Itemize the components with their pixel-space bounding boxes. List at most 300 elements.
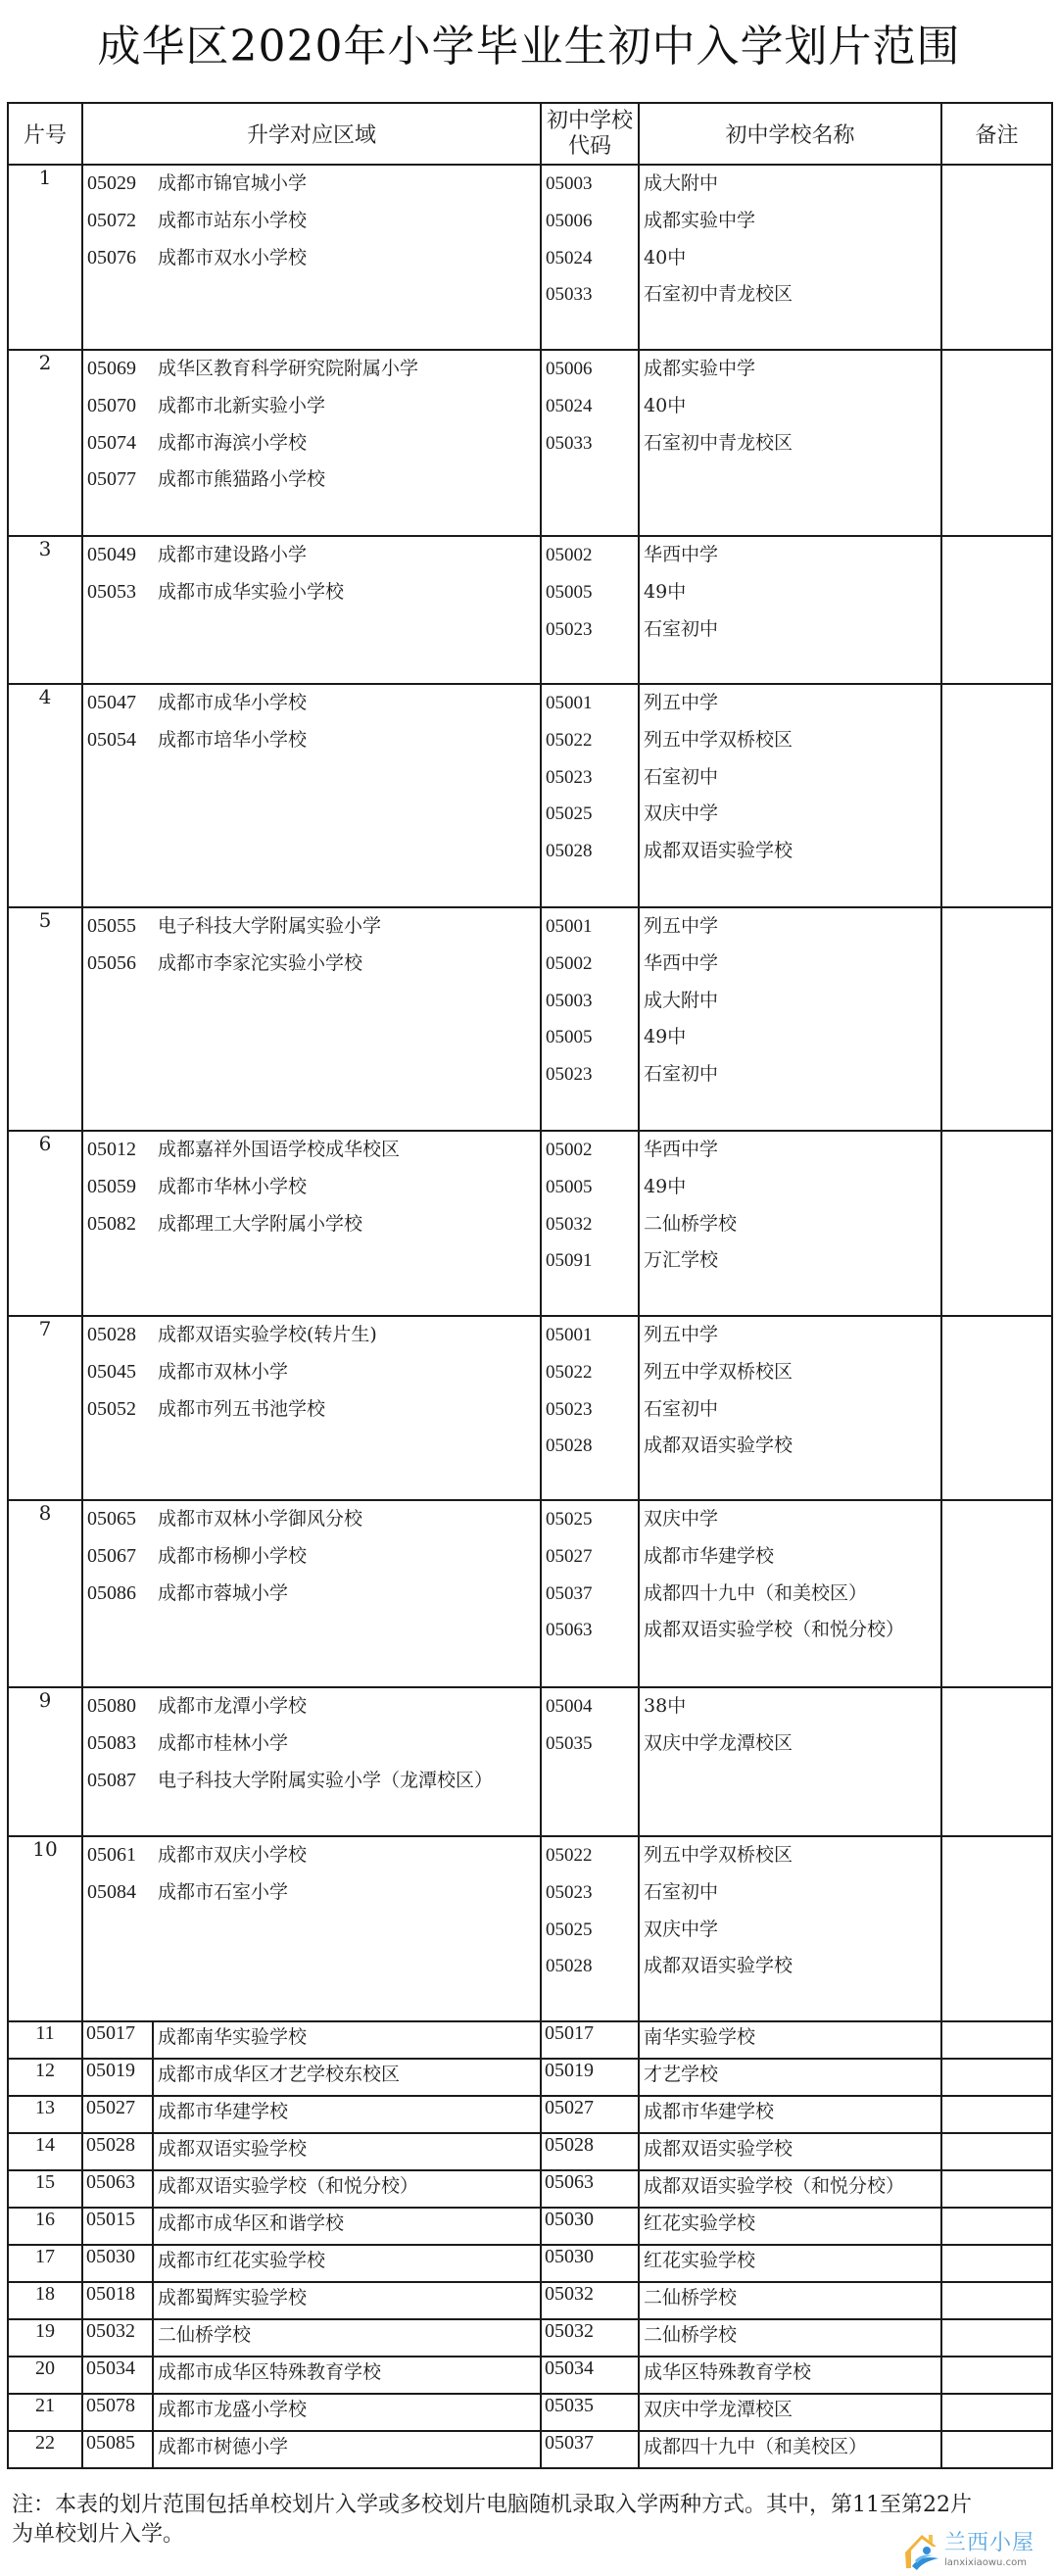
primary-school-name: 成都市熊猫路小学校	[158, 468, 326, 491]
middle-school-name: 石室初中	[644, 1880, 719, 1903]
footnote-line-1: 注：本表的划片范围包括单校划片入学或多校划片电脑随机录取入学两种方式。其中，第11至第22片	[12, 2493, 972, 2517]
piano-number: 12	[8, 2059, 82, 2096]
table-row	[8, 1500, 1052, 1687]
middle-school-code-list	[542, 685, 638, 870]
primary-school-list-cell	[82, 350, 541, 536]
primary-school-name: 电子科技大学附属实验小学（龙潭校区）	[158, 1769, 494, 1791]
middle-school-code: 05001	[546, 1325, 593, 1345]
primary-school-list-cell	[82, 1131, 541, 1316]
table-row	[8, 907, 1052, 1131]
middle-school-code: 05063	[546, 1620, 593, 1641]
primary-school-code: 05080	[87, 1695, 136, 1717]
list-item	[83, 1206, 540, 1243]
primary-school-name: 成都市龙潭小学校	[158, 1695, 308, 1717]
middle-school-code: 05028	[541, 2133, 639, 2170]
middle-school-code: 05005	[546, 1027, 593, 1048]
piano-number: 7	[8, 1316, 82, 1500]
primary-school-list	[83, 1837, 540, 1912]
list-item	[83, 1688, 540, 1725]
table-row	[8, 350, 1052, 536]
list-item	[83, 203, 540, 240]
piano-number: 17	[8, 2245, 82, 2282]
middle-school-name: 双庆中学	[644, 1918, 719, 1940]
piano-number: 18	[8, 2282, 82, 2319]
primary-school-name: 成都市列五书池学校	[158, 1397, 326, 1420]
middle-school-code-cell	[541, 165, 639, 350]
list-item	[83, 722, 540, 759]
primary-school-code: 05083	[87, 1731, 136, 1754]
middle-school-name: 成都四十九中（和美校区）	[644, 1581, 868, 1604]
primary-school-name: 成都市成华区才艺学校东校区	[153, 2059, 541, 2096]
primary-school-code: 05028	[87, 1324, 136, 1345]
middle-school-code-cell	[541, 1316, 639, 1500]
piano-number: 13	[8, 2096, 82, 2133]
list-item	[83, 388, 540, 425]
primary-school-name: 成都市成华区特殊教育学校	[153, 2357, 541, 2394]
primary-school-list	[83, 1317, 540, 1428]
middle-school-name-list	[640, 1688, 940, 1763]
primary-school-name: 成都市海滨小学校	[158, 431, 308, 454]
primary-school-list	[83, 1501, 540, 1612]
list-item	[83, 1391, 540, 1429]
middle-school-code: 05030	[541, 2245, 639, 2282]
middle-school-code: 05032	[546, 1213, 593, 1235]
list-item	[83, 1538, 540, 1576]
piano-number: 9	[8, 1687, 82, 1836]
middle-school-code: 05028	[546, 841, 593, 862]
primary-school-name: 成都南华实验学校	[153, 2021, 541, 2059]
middle-school-code: 05023	[546, 618, 593, 640]
primary-school-name: 成都市双林小学	[158, 1360, 289, 1383]
primary-school-code: 05059	[87, 1175, 136, 1197]
remark-cell	[941, 350, 1052, 536]
middle-school-name-list	[640, 1132, 940, 1280]
primary-school-name: 成都市红花实验学校	[153, 2245, 541, 2282]
table-row	[8, 2170, 1052, 2208]
piano-number: 16	[8, 2208, 82, 2245]
middle-school-name: 二仙桥学校	[639, 2319, 941, 2357]
primary-school-code: 05087	[87, 1769, 136, 1791]
primary-school-code: 05061	[87, 1844, 136, 1866]
middle-school-name: 华西中学	[644, 1139, 719, 1160]
remark-cell	[941, 1131, 1052, 1316]
primary-school-list	[83, 1688, 540, 1799]
remark-cell	[941, 2133, 1052, 2170]
primary-school-name: 成都市成华实验小学校	[158, 580, 345, 603]
middle-school-code: 05024	[546, 395, 593, 416]
middle-school-name-list	[640, 1317, 940, 1465]
primary-school-code: 05082	[87, 1212, 136, 1235]
middle-school-name-cell	[639, 1687, 941, 1836]
middle-school-code: 05027	[541, 2096, 639, 2133]
middle-school-name: 列五中学双桥校区	[644, 1360, 794, 1383]
single-school-rows	[8, 2021, 1052, 2468]
middle-school-name: 双庆中学	[644, 1508, 719, 1530]
multi-school-rows	[8, 165, 1052, 2021]
primary-school-code: 05017	[82, 2021, 153, 2059]
remark-cell	[941, 2245, 1052, 2282]
header-middle-name: 初中学校名称	[639, 103, 941, 165]
list-item	[83, 1725, 540, 1763]
middle-school-name: 二仙桥学校	[639, 2282, 941, 2319]
primary-school-name: 成都市华林小学校	[158, 1175, 308, 1197]
middle-school-name: 成都实验中学	[644, 209, 756, 231]
middle-school-name: 华西中学	[644, 544, 719, 565]
middle-school-name: 40中	[644, 246, 687, 268]
piano-number: 15	[8, 2170, 82, 2208]
piano-number: 2	[8, 350, 82, 536]
middle-school-name: 华西中学	[644, 951, 719, 974]
primary-school-list-cell	[82, 684, 541, 907]
primary-school-name: 成都市桂林小学	[158, 1731, 289, 1754]
page-title: 成华区2020年小学毕业生初中入学划片范围	[97, 22, 961, 72]
middle-school-name: 石室初中	[644, 1397, 719, 1420]
middle-school-code: 05030	[541, 2208, 639, 2245]
middle-school-code: 05025	[546, 1509, 593, 1530]
primary-school-code: 05055	[87, 915, 136, 937]
primary-school-list-cell	[82, 1687, 541, 1836]
list-item	[83, 1169, 540, 1206]
middle-school-code: 05022	[546, 729, 593, 751]
primary-school-name: 成都市培华小学校	[158, 728, 308, 751]
middle-school-code-cell	[541, 684, 639, 907]
primary-school-list-cell	[82, 1500, 541, 1687]
remark-cell	[941, 2170, 1052, 2208]
middle-school-code-list	[542, 351, 638, 462]
middle-school-code: 05024	[546, 247, 593, 268]
list-item	[83, 537, 540, 574]
remark-cell	[941, 2394, 1052, 2431]
middle-school-code: 05002	[546, 1140, 593, 1160]
middle-school-name: 二仙桥学校	[644, 1212, 738, 1235]
piano-number: 21	[8, 2394, 82, 2431]
piano-number: 22	[8, 2431, 82, 2468]
middle-school-code: 05022	[546, 1845, 593, 1866]
watermark-domain: lanxixiaowu.com	[944, 2557, 1027, 2568]
primary-school-list	[83, 537, 540, 611]
primary-school-code: 05012	[87, 1139, 136, 1160]
primary-school-list-cell	[82, 1836, 541, 2021]
remark-cell	[941, 907, 1052, 1131]
house-person-logo-icon	[903, 2531, 940, 2572]
list-item	[83, 574, 540, 611]
middle-school-name: 成都双语实验学校	[644, 840, 794, 862]
middle-school-name: 49中	[644, 1175, 687, 1197]
primary-school-code: 05065	[87, 1508, 136, 1530]
primary-school-name: 成都市建设路小学	[158, 544, 308, 565]
middle-school-code-list	[542, 1837, 638, 1985]
middle-school-code: 05023	[546, 766, 593, 788]
middle-school-name: 南华实验学校	[639, 2021, 941, 2059]
middle-school-code: 05006	[546, 359, 593, 379]
middle-school-name: 成大附中	[644, 172, 719, 194]
primary-school-code: 05054	[87, 728, 136, 751]
middle-school-code-list	[542, 1132, 638, 1280]
middle-school-name: 列五中学双桥校区	[644, 728, 794, 751]
middle-school-name: 列五中学双桥校区	[644, 1844, 794, 1866]
middle-school-code-cell	[541, 536, 639, 684]
primary-school-code: 05053	[87, 580, 136, 603]
list-item	[83, 425, 540, 462]
piano-number: 8	[8, 1500, 82, 1687]
middle-school-code: 05032	[541, 2319, 639, 2357]
list-item	[83, 351, 540, 388]
middle-school-code-cell	[541, 350, 639, 536]
primary-school-code: 05072	[87, 209, 136, 231]
middle-school-name: 成都四十九中（和美校区）	[639, 2431, 941, 2468]
table-header-row	[8, 103, 1052, 165]
remark-cell	[941, 165, 1052, 350]
middle-school-name: 成都双语实验学校	[639, 2133, 941, 2170]
remark-cell	[941, 2282, 1052, 2319]
middle-school-name: 红花实验学校	[639, 2245, 941, 2282]
middle-school-code-list	[542, 166, 638, 314]
remark-cell	[941, 2059, 1052, 2096]
primary-school-code: 05069	[87, 358, 136, 379]
primary-school-name: 成都市成华区和谐学校	[153, 2208, 541, 2245]
middle-school-code: 05032	[541, 2282, 639, 2319]
primary-school-code: 05018	[82, 2282, 153, 2319]
primary-school-name: 成都蜀辉实验学校	[153, 2282, 541, 2319]
primary-school-code: 05045	[87, 1360, 136, 1383]
middle-school-code-list	[542, 537, 638, 648]
header-middle-code	[541, 103, 639, 165]
middle-school-code: 05003	[546, 990, 593, 1011]
table-row	[8, 536, 1052, 684]
primary-school-name: 成都市站东小学校	[158, 209, 308, 231]
middle-school-code: 05003	[546, 173, 593, 194]
middle-school-code-list	[542, 1501, 638, 1649]
middle-school-name: 石室初中	[644, 765, 719, 788]
middle-school-code: 05002	[546, 545, 593, 565]
primary-school-name: 成都市北新实验小学	[158, 394, 326, 416]
primary-school-name: 二仙桥学校	[153, 2319, 541, 2357]
primary-school-code: 05032	[82, 2319, 153, 2357]
piano-number: 10	[8, 1836, 82, 2021]
primary-school-code: 05078	[82, 2394, 153, 2431]
list-item	[83, 1501, 540, 1538]
middle-school-name-cell	[639, 907, 941, 1131]
middle-school-code: 05028	[546, 1956, 593, 1977]
primary-school-code: 05076	[87, 246, 136, 268]
primary-school-name: 成都市树德小学	[153, 2431, 541, 2468]
table-row	[8, 165, 1052, 350]
middle-school-name-list	[640, 685, 940, 870]
table-row	[8, 1316, 1052, 1500]
list-item	[83, 462, 540, 499]
list-item	[83, 240, 540, 277]
table-row	[8, 2096, 1052, 2133]
middle-school-code: 05022	[546, 1361, 593, 1383]
middle-school-code: 05037	[546, 1582, 593, 1604]
header-piano-number: 片号	[8, 103, 82, 165]
remark-cell	[941, 2208, 1052, 2245]
middle-school-code-cell	[541, 1500, 639, 1687]
middle-school-name: 列五中学	[644, 692, 719, 713]
header-remark: 备注	[941, 103, 1052, 165]
table-row	[8, 2394, 1052, 2431]
middle-school-code: 05033	[546, 432, 593, 454]
middle-school-name: 成大附中	[644, 989, 719, 1011]
middle-school-name: 石室初中	[644, 1063, 719, 1086]
middle-school-name: 双庆中学	[644, 802, 719, 825]
primary-school-code: 05028	[82, 2133, 153, 2170]
primary-school-name: 成都理工大学附属小学校	[158, 1212, 363, 1235]
middle-school-name: 才艺学校	[639, 2059, 941, 2096]
primary-school-list	[83, 685, 540, 759]
middle-school-name: 成都市华建学校	[639, 2096, 941, 2133]
primary-school-name: 成都双语实验学校	[153, 2133, 541, 2170]
middle-school-name: 49中	[644, 1026, 687, 1048]
table-row	[8, 2431, 1052, 2468]
primary-school-name: 成都市龙盛小学校	[153, 2394, 541, 2431]
primary-school-code: 05019	[82, 2059, 153, 2096]
piano-number: 3	[8, 536, 82, 684]
header-middle-code-line1: 初中学校	[547, 108, 634, 133]
remark-cell	[941, 684, 1052, 907]
middle-school-name: 双庆中学龙潭校区	[639, 2394, 941, 2431]
primary-school-name: 成都市双林小学御风分校	[158, 1508, 363, 1530]
middle-school-code: 05091	[546, 1250, 593, 1272]
table-row	[8, 2021, 1052, 2059]
middle-school-code: 05025	[546, 803, 593, 825]
middle-school-code: 05001	[546, 916, 593, 937]
middle-school-name-cell	[639, 1500, 941, 1687]
middle-school-name-list	[640, 908, 940, 1094]
middle-school-code-list	[542, 1317, 638, 1465]
remark-cell	[941, 536, 1052, 684]
primary-school-name: 成都市双庆小学校	[158, 1844, 308, 1866]
middle-school-name: 石室初中青龙校区	[644, 283, 794, 306]
piano-number: 4	[8, 684, 82, 907]
middle-school-name-cell	[639, 1316, 941, 1500]
primary-school-code: 05047	[87, 692, 136, 713]
remark-cell	[941, 1687, 1052, 1836]
footnote	[12, 2491, 1040, 2550]
primary-school-code: 05027	[82, 2096, 153, 2133]
middle-school-name-cell	[639, 165, 941, 350]
primary-school-name: 电子科技大学附属实验小学	[158, 915, 382, 937]
primary-school-name: 成都双语实验学校(转片生)	[158, 1324, 377, 1345]
primary-school-code: 05029	[87, 172, 136, 194]
remark-cell	[941, 2357, 1052, 2394]
primary-school-code: 05067	[87, 1544, 136, 1567]
table-row	[8, 2208, 1052, 2245]
middle-school-code: 05027	[546, 1545, 593, 1567]
watermark-logo	[903, 2531, 1055, 2574]
middle-school-name-list	[640, 1837, 940, 1985]
list-item	[83, 1576, 540, 1613]
middle-school-code: 05005	[546, 581, 593, 603]
table-row	[8, 1131, 1052, 1316]
middle-school-name-list	[640, 166, 940, 314]
primary-school-code: 05015	[82, 2208, 153, 2245]
middle-school-code-cell	[541, 1131, 639, 1316]
primary-school-list	[83, 1132, 540, 1242]
middle-school-name-cell	[639, 1836, 941, 2021]
primary-school-code: 05052	[87, 1397, 136, 1420]
remark-cell	[941, 2021, 1052, 2059]
piano-number: 20	[8, 2357, 82, 2394]
list-item	[83, 1354, 540, 1391]
middle-school-code: 05033	[546, 284, 593, 306]
list-item	[83, 685, 540, 722]
remark-cell	[941, 1316, 1052, 1500]
middle-school-code: 05002	[546, 952, 593, 974]
middle-school-name-cell	[639, 536, 941, 684]
middle-school-code: 05001	[546, 693, 593, 713]
remark-cell	[941, 2431, 1052, 2468]
middle-school-code: 05034	[541, 2357, 639, 2394]
header-middle-code-line2: 代码	[568, 133, 612, 159]
middle-school-name-list	[640, 351, 940, 462]
middle-school-name: 成都双语实验学校	[644, 1955, 794, 1977]
table-row	[8, 2133, 1052, 2170]
middle-school-code: 05028	[546, 1435, 593, 1457]
primary-school-list-cell	[82, 907, 541, 1131]
middle-school-name: 49中	[644, 580, 687, 603]
primary-school-code: 05056	[87, 951, 136, 974]
middle-school-code-cell	[541, 1836, 639, 2021]
middle-school-name-list	[640, 537, 940, 648]
primary-school-name: 成都市双水小学校	[158, 246, 308, 268]
table-row	[8, 684, 1052, 907]
middle-school-code: 05063	[541, 2170, 639, 2208]
table-row	[8, 1836, 1052, 2021]
middle-school-name-list	[640, 1501, 940, 1649]
primary-school-code: 05070	[87, 394, 136, 416]
middle-school-code: 05023	[546, 1064, 593, 1086]
primary-school-list-cell	[82, 1316, 541, 1500]
middle-school-code-list	[542, 908, 638, 1094]
table-row	[8, 2059, 1052, 2096]
piano-number: 5	[8, 907, 82, 1131]
table-row	[8, 2357, 1052, 2394]
primary-school-list-cell	[82, 536, 541, 684]
primary-school-code: 05084	[87, 1880, 136, 1903]
watermark-brand: 兰西小屋	[944, 2531, 1035, 2555]
primary-school-list-cell	[82, 165, 541, 350]
middle-school-code-list	[542, 1688, 638, 1763]
middle-school-name: 石室初中青龙校区	[644, 431, 794, 454]
middle-school-code: 05017	[541, 2021, 639, 2059]
primary-school-code: 05086	[87, 1581, 136, 1604]
piano-number: 11	[8, 2021, 82, 2059]
piano-number: 14	[8, 2133, 82, 2170]
list-item	[83, 1763, 540, 1800]
primary-school-name: 成都双语实验学校（和悦分校）	[153, 2170, 541, 2208]
remark-cell	[941, 1500, 1052, 1687]
middle-school-code: 05019	[541, 2059, 639, 2096]
table-row	[8, 1687, 1052, 1836]
primary-school-name: 成都嘉祥外国语学校成华校区	[158, 1139, 401, 1160]
primary-school-name: 成都市成华小学校	[158, 692, 308, 713]
remark-cell	[941, 2096, 1052, 2133]
middle-school-code-cell	[541, 907, 639, 1131]
middle-school-code: 05023	[546, 1881, 593, 1903]
primary-school-name: 成都市石室小学	[158, 1880, 289, 1903]
primary-school-list	[83, 908, 540, 983]
middle-school-code: 05025	[546, 1919, 593, 1940]
primary-school-code: 05074	[87, 431, 136, 454]
middle-school-code: 05035	[546, 1732, 593, 1754]
middle-school-name: 成都双语实验学校（和悦分校）	[639, 2170, 941, 2208]
primary-school-code: 05063	[82, 2170, 153, 2208]
enrollment-zone-table	[7, 102, 1053, 2469]
middle-school-code-cell	[541, 1687, 639, 1836]
middle-school-name-cell	[639, 684, 941, 907]
primary-school-code: 05085	[82, 2431, 153, 2468]
